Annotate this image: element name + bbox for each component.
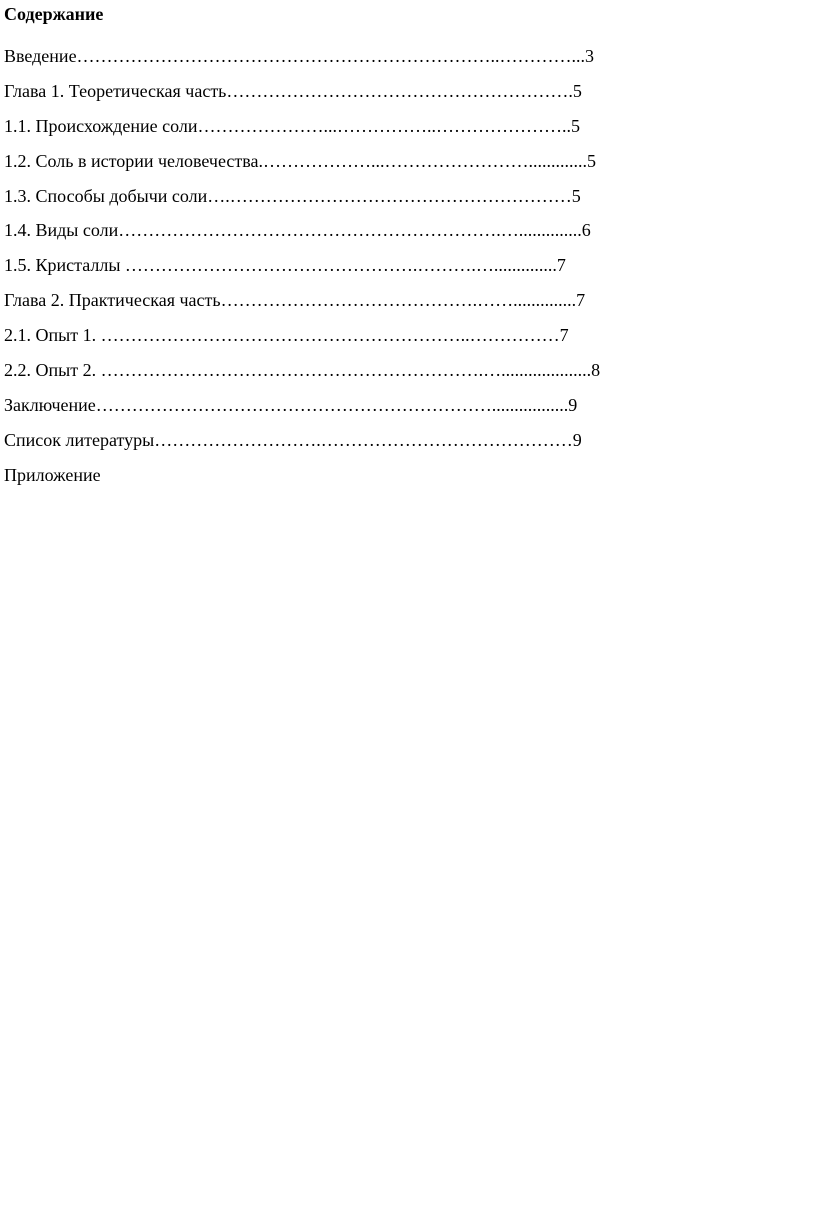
toc-entry-1-4: 1.4. Виды соли……………………………………………………….…..............6	[4, 220, 591, 241]
toc-entry-conclusion: Заключение………………………………………………………….................9	[4, 394, 578, 415]
toc-entry-2-1: 2.1. Опыт 1. ……………………………………………………..……………7	[4, 325, 569, 346]
toc-entry-1-1: 1.1. Происхождение соли…………………...……………..…………………..5	[4, 115, 580, 136]
table-of-contents	[4, 39, 600, 493]
toc-entry-chapter-2: Глава 2. Практическая часть…………………………………….……..............7	[4, 290, 586, 311]
toc-entry-1-2: 1.2. Соль в истории человечества.………………...…………………….............5	[4, 150, 597, 171]
toc-entry-1-3: 1.3. Способы добычи соли….…………………………………………………5	[4, 185, 581, 206]
toc-entry-chapter-1: Глава 1. Теоретическая часть………………………………………………….5	[4, 80, 582, 101]
toc-entry-appendix: Приложение	[4, 464, 101, 485]
toc-title: Содержание	[4, 4, 104, 24]
toc-entry-2-2: 2.2. Опыт 2. ……………………………………………………….…....................8	[4, 360, 601, 381]
toc-entry-references: Список литературы……………………….……………………………………9	[4, 429, 582, 450]
toc-entry-1-5: 1.5. Кристаллы ………………………………………….……….…..............7	[4, 255, 566, 276]
toc-entry-introduction: Введение……………………………………………………………..…………...3	[4, 46, 595, 66]
